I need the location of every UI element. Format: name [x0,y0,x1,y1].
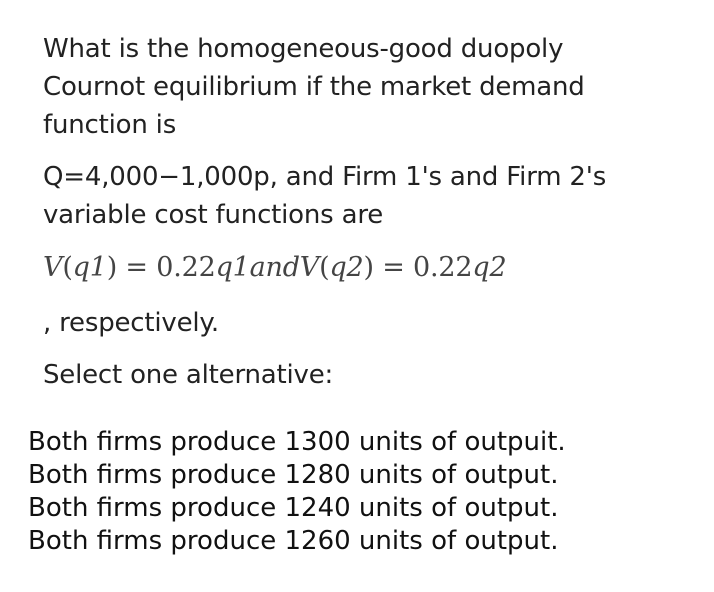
respectively-text: , respectively. [43,308,219,338]
equation-part: q2 [329,252,364,283]
equation-part: ( [319,252,330,283]
question-block [43,30,683,394]
equation-part: q2 [472,252,507,283]
question-text-line: variable cost functions are [43,200,384,230]
question-text-line: Q=4,000−1,000p, and Firm 1's and Firm 2's [43,162,607,192]
equation-part: 0.22 [156,252,216,283]
answer-option-4[interactable]: Both firms produce 1260 units of output. [28,526,559,556]
cost-function-equation [43,248,683,288]
question-text-line: function is [43,110,177,140]
answer-option-3[interactable]: Both firms produce 1240 units of output. [28,493,559,523]
equation-part: ( [62,252,73,283]
answer-option-1[interactable]: Both firms produce 1300 units of outpuit. [28,427,566,457]
paragraph-gap [43,144,683,158]
equation-part: ) = [363,252,414,283]
select-one-label: Select one alternative: [43,360,334,390]
equation-part: ) = [106,252,157,283]
equation-part: V [43,252,63,283]
question-text-line: Cournot equilibrium if the market demand [43,72,585,102]
equation-part: q1andV [215,252,320,283]
answer-options [28,426,688,558]
equation-part: 0.22 [413,252,473,283]
answer-option-2[interactable]: Both firms produce 1280 units of output. [28,460,559,490]
equation-part: q1 [72,252,107,283]
question-text-line: What is the homogeneous-good duopoly [43,34,564,64]
